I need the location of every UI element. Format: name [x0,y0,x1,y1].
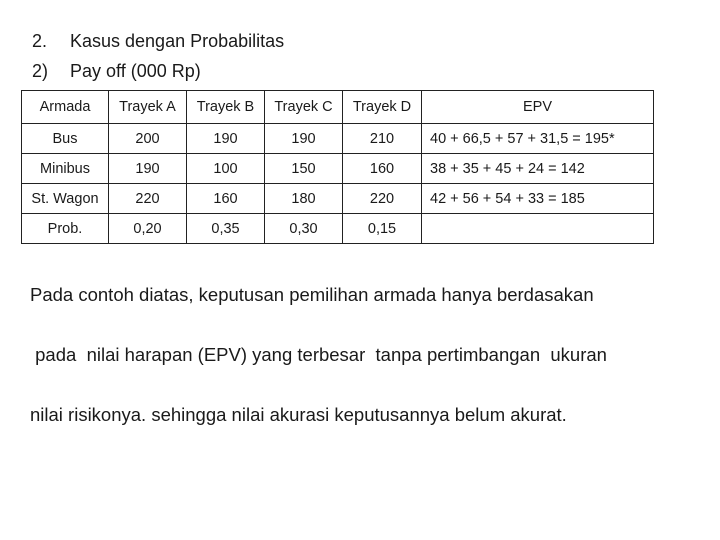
cell-armada: St. Wagon [22,184,109,214]
heading-line-2 [32,60,201,82]
cell-trayek-a: 220 [109,184,187,214]
cell-trayek-b: 0,35 [187,214,265,244]
heading-2-number: 2) [32,61,49,81]
cell-trayek-c: 150 [265,154,343,184]
table-row [22,124,654,154]
header-armada: Armada [22,91,109,124]
cell-epv: 40 + 66,5 + 57 + 31,5 = 195* [422,124,654,154]
cell-armada: Bus [22,124,109,154]
cell-armada: Prob. [22,214,109,244]
cell-trayek-b: 190 [187,124,265,154]
cell-trayek-d: 210 [343,124,422,154]
cell-epv: 38 + 35 + 45 + 24 = 142 [422,154,654,184]
heading-2-text: Pay off (000 Rp) [70,61,201,81]
conclusion-line-2: pada nilai harapan (EPV) yang terbesar tanpa pertimbangan ukuran [30,344,607,365]
conclusion-line-1: Pada contoh diatas, keputusan pemilihan armada hanya berdasakan [30,284,594,305]
cell-trayek-a: 200 [109,124,187,154]
cell-trayek-d: 160 [343,154,422,184]
payoff-table [21,90,654,244]
header-epv: EPV [422,91,654,124]
cell-trayek-a: 0,20 [109,214,187,244]
cell-trayek-d: 0,15 [343,214,422,244]
header-trayek-b: Trayek B [187,91,265,124]
heading-line-1 [32,30,284,52]
table-row [22,154,654,184]
header-trayek-a: Trayek A [109,91,187,124]
cell-trayek-d: 220 [343,184,422,214]
cell-trayek-c: 190 [265,124,343,154]
header-trayek-d: Trayek D [343,91,422,124]
cell-trayek-b: 160 [187,184,265,214]
cell-trayek-b: 100 [187,154,265,184]
cell-trayek-c: 0,30 [265,214,343,244]
conclusion-paragraph [30,250,690,460]
table-row [22,184,654,214]
cell-trayek-a: 190 [109,154,187,184]
cell-epv: 42 + 56 + 54 + 33 = 185 [422,184,654,214]
table-row-probability [22,214,654,244]
heading-1-number: 2. [32,31,48,51]
header-trayek-c: Trayek C [265,91,343,124]
cell-trayek-c: 180 [265,184,343,214]
cell-armada: Minibus [22,154,109,184]
conclusion-line-3: nilai risikonya. sehingga nilai akurasi keputusannya belum akurat. [30,404,567,425]
heading-1-text: Kasus dengan Probabilitas [70,31,285,51]
cell-epv [422,214,654,244]
table-header-row [22,91,654,124]
